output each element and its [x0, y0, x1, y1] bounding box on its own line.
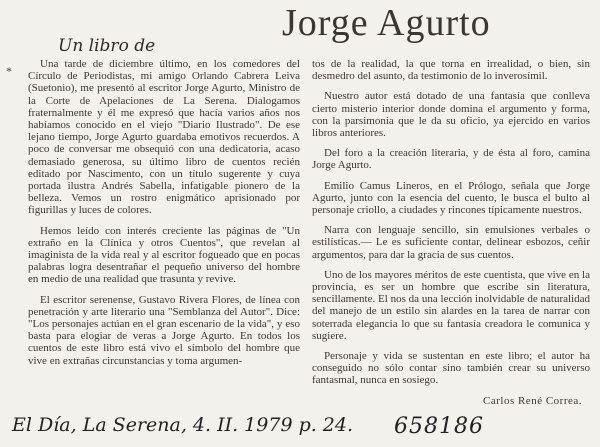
footer-catalog-number: 658186: [394, 414, 484, 439]
right-paragraph-6: Uno de los mayores méritos de este cuentista, que vive en la provincia, es ser un hombre que escribe sin literatura, sencillamente. El nos da una lección inolvidable de naturalidad del manejo de un estilo sin alardes en la tarea de narrar con soterrada elegancia lo que su fantasía creadora le comunica y sugiere.: [312, 268, 590, 342]
right-paragraph-1: tos de la realidad, la que torna en irrealidad, o bien, sin desmedro del asunto, da testimonio de lo inverosímil.: [312, 58, 590, 83]
article-headline: Jorge Agurto: [282, 2, 491, 44]
left-column: [28, 58, 300, 375]
right-column: [312, 58, 590, 407]
right-paragraph-5: Narra con lenguaje sencillo, sin emulsiones verbales o estilísticas.— Le es suficiente contar, delinear esbozos, ceñir argumentos, para dar la gracia de sus cuentos.: [312, 224, 590, 261]
author-signature: Carlos René Correa.: [483, 394, 582, 407]
right-paragraph-7: Personaje y vida se sustentan en este libro; el autor ha conseguido no sólo contar sino también crear su universo fantasmal, nunca en sosiego.: [312, 350, 590, 387]
left-paragraph-2: Hemos leído con interés creciente las páginas de "Un extraño en la Clínica y otros Cuentos", que revelan al imaginista de la vida real y al escritor fogueado que en pocas palabras logra desentrañar el pequeño universo del hombre en medio de una realidad que trasunta y revive.: [28, 224, 300, 286]
right-paragraph-4: Emilio Camus Lineros, en el Prólogo, señala que Jorge Agurto, junto con la esencia del cuento, le busca el bulto al personaje criollo, a ciudades y rincones típicamente nuestros.: [312, 179, 590, 217]
right-paragraph-2: Nuestro autor está dotado de una fantasía que conlleva cierto misterio interior donde domina el argumento y forma, con la parsimonia que le da su oficio, ya ejercido en varios libros anteriores.: [312, 90, 590, 140]
left-paragraph-1: Una tarde de diciembre último, en los comedores del Círculo de Periodistas, mi amigo Orlando Cabrera Leiva (Suetonio), me presentó al escritor Jorge Agurto, Ministro de la Corte de Apelaciones de La Serena. Dialogamos fraternalmente y él me expresó que hacía varios años nos habíamos conocido en el viejo "Diario Ilustrado". De ese lejano tiempo, Jorge Agurto guardaba emotivos recuerdos. A poco de conversar me obsequió con una dedicatoria, acaso demasiado generosa, su último libro de cuentos recién editado por Nascimento, con un título sugerente y cuya portada ilustra Andrés Sabella, infatigable pionero de la belleza. Vemos un rostro enigmático aprisionado por figurillas y luces de colores.: [28, 58, 300, 217]
right-paragraph-3: Del foro a la creación literaria, y de ésta al foro, camina Jorge Agurto.: [312, 147, 590, 172]
footer-source-note: El Día, La Serena, 4. II. 1979 p. 24.: [12, 414, 354, 436]
margin-mark: *: [6, 64, 12, 78]
handwritten-footer: [12, 414, 484, 439]
left-paragraph-3: El escritor serenense, Gustavo Rivera Flores, de línea con penetración y arte literario una "Semblanza del Autor". Dice: "Los personajes actúan en el gran escenario de la vida", y eso basta para elogiar de veras a Jorge Agurto. En todos los cuentos de este libro está vivo el símbolo del hombre que vive en extrañas circunstancias y toma argumen-: [28, 293, 300, 367]
handwritten-note: Un libro de: [58, 36, 156, 56]
